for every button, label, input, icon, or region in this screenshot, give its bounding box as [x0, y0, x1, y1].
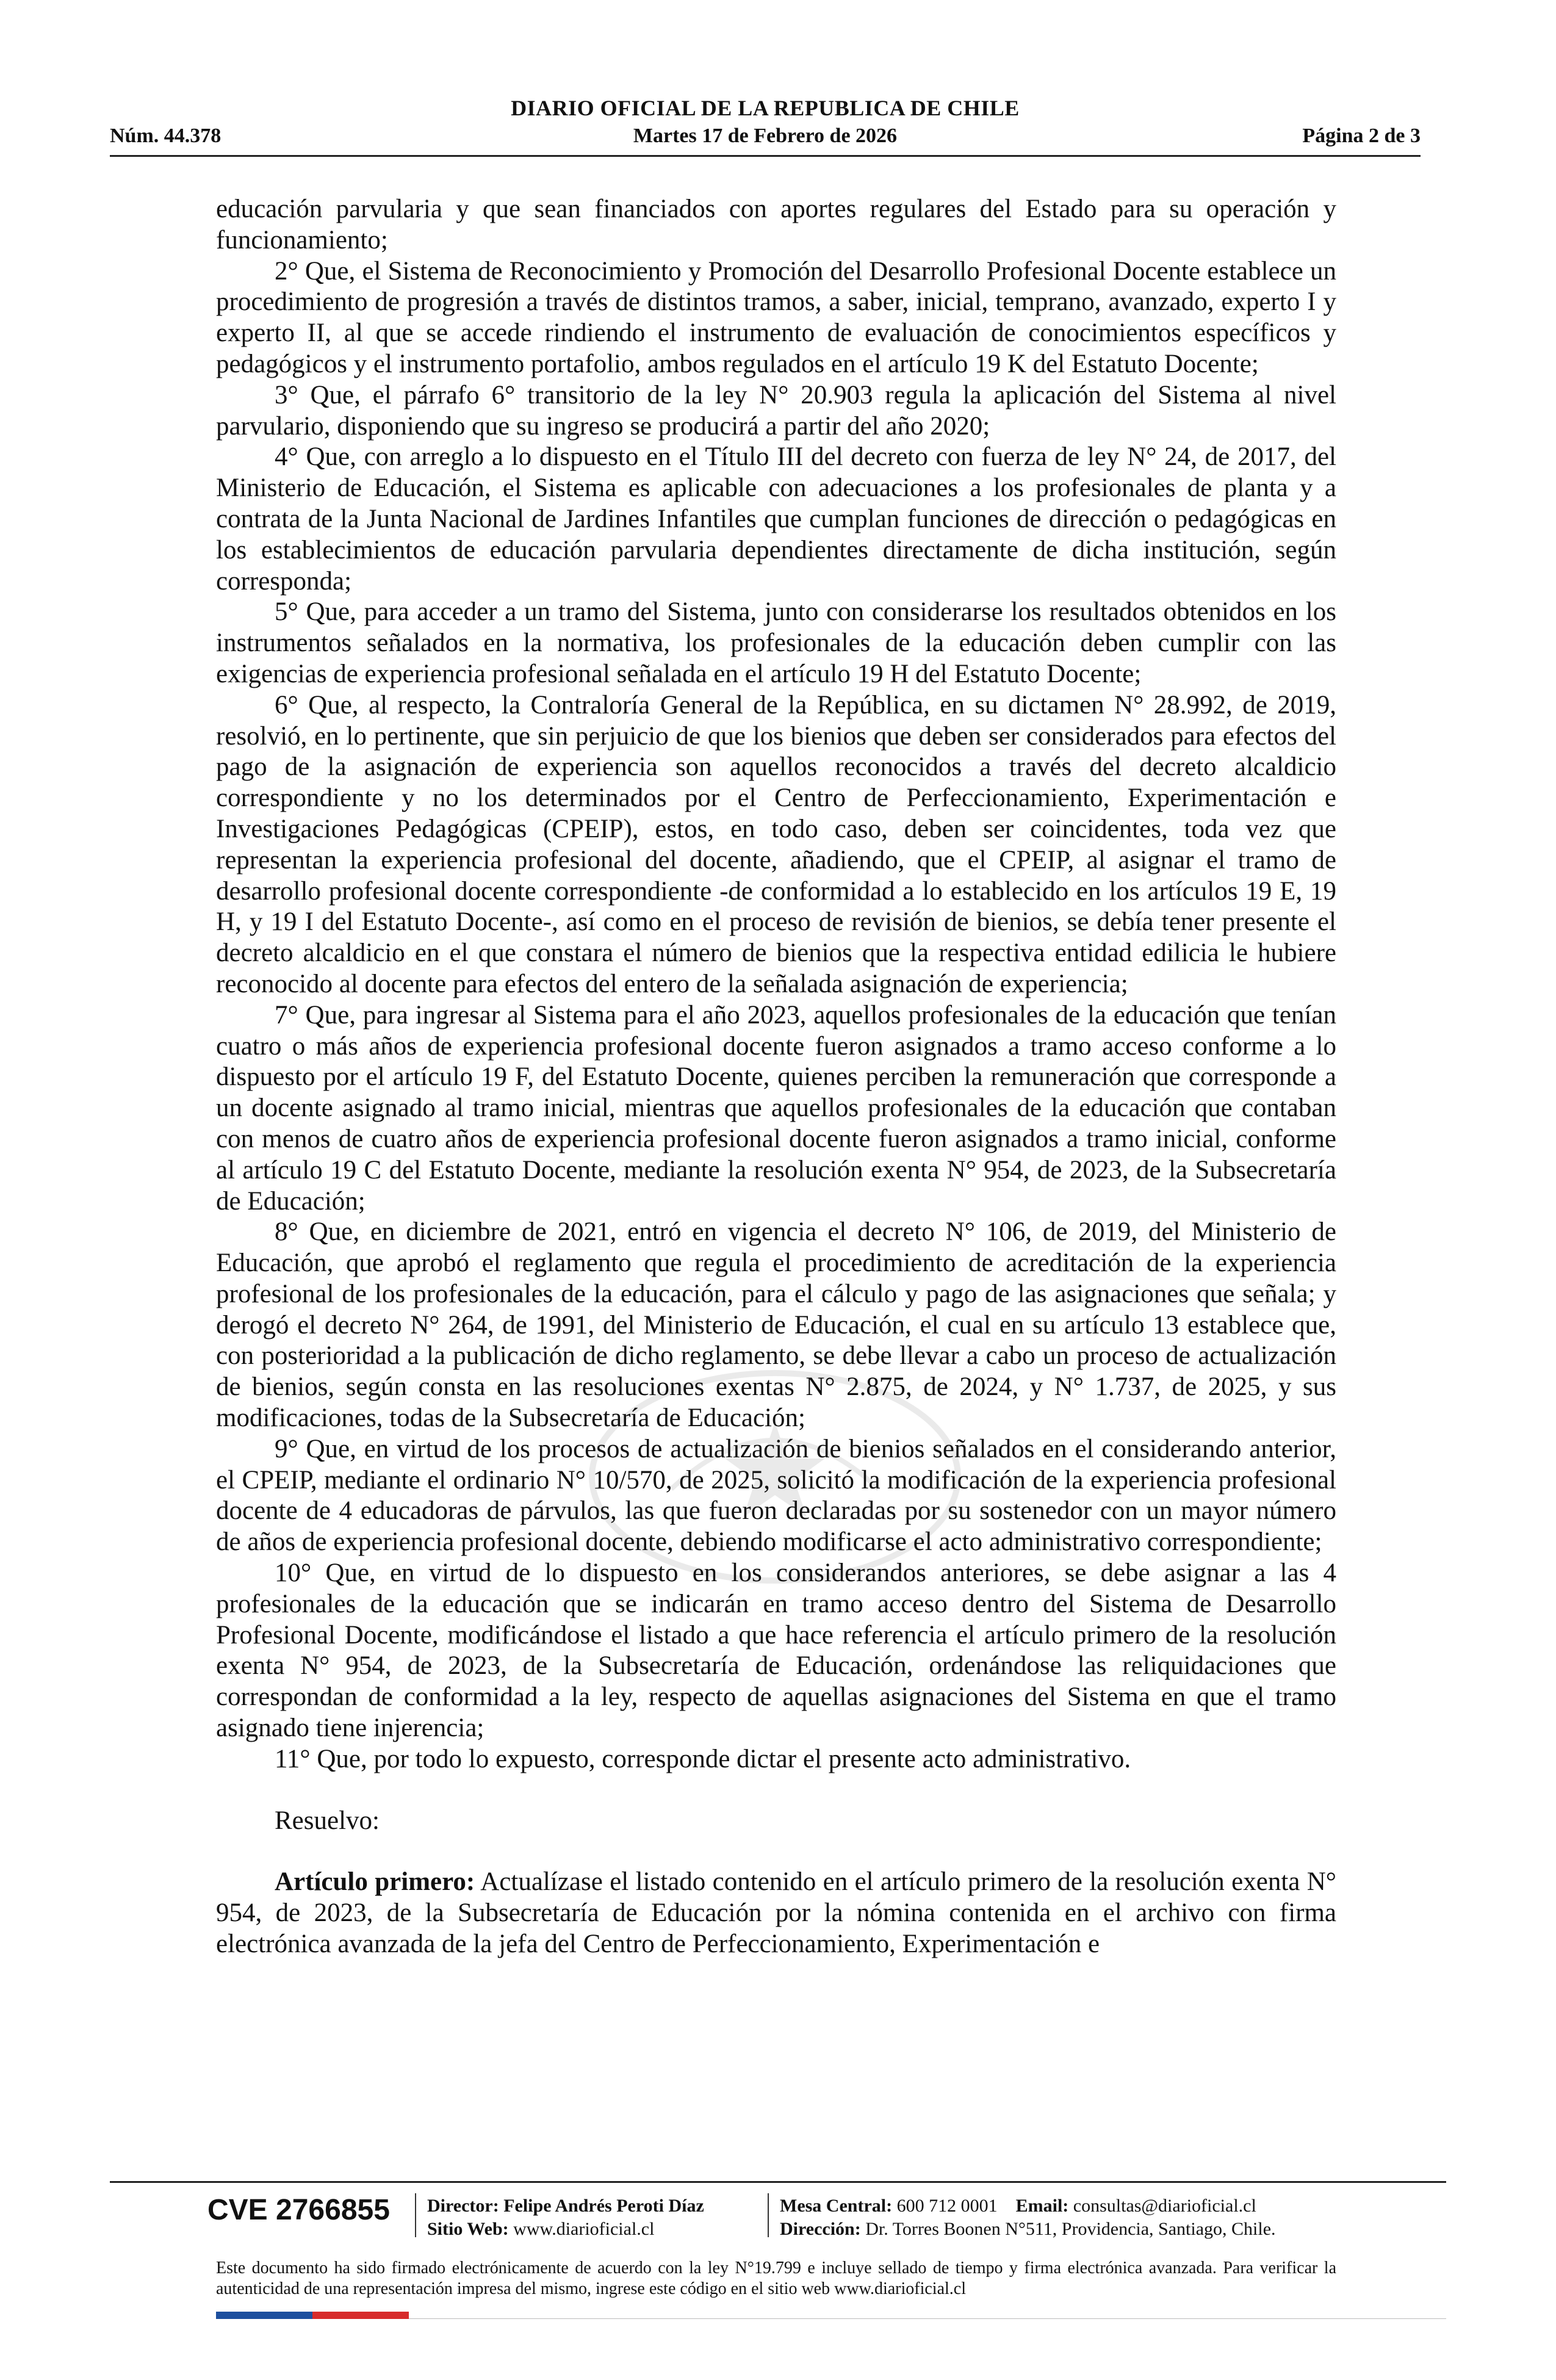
flag-stripe: [216, 2312, 409, 2319]
considerando-9: 9° Que, en virtud de los procesos de actualización de bienios señalados en el considerando anterior, el CPEIP, mediante el ordinario N° 10/570, de 2025, solicitó la modificación de la experiencia profesional docente de 4 educadoras de párvulos, las que fueron declaradas por su sostenedor con un mayor número de años de experiencia profesional docente, debiendo modificarse el acto administrativo correspondiente;: [216, 1434, 1336, 1557]
email-label: Email:: [1015, 2196, 1069, 2216]
page-indicator: Página 2 de 3: [1302, 124, 1421, 147]
mesa-phone: 600 712 0001: [896, 2196, 998, 2216]
considerando-2: 2° Que, el Sistema de Reconocimiento y Promoción del Desarrollo Profesional Docente establece un procedimiento de progresión a través de distintos tramos, a saber, inicial, temprano, avanzado, experto I y experto II, al que se accede rindiendo el instrumento de evaluación de conocimientos específicos y pedagógicos y el instrumento portafolio, ambos regulados en el artículo 19 K del Estatuto Docente;: [216, 256, 1336, 378]
considerando-5: 5° Que, para acceder a un tramo del Sistema, junto con considerarse los resultados obtenidos en los instrumentos señalados en la normativa, los profesionales de la educación deben cumplir con las exigencias de experiencia profesional señalada en el artículo 19 H del Estatuto Docente;: [216, 597, 1336, 688]
considerando-10: 10° Que, en virtud de lo dispuesto en los considerandos anteriores, se debe asignar a las 4 profesionales de la educación que se indicarán en tramo acceso dentro del Sistema de Desarrollo Profesional Docente, modificándose el listado a que hace referencia el artículo primero de la resolución exenta N° 954, de 2023, de la Subsecretaría de Educación, ordenándose las reliquidaciones que correspondan de conformidad a la ley, respecto de aquellas asignaciones del Sistema en que el tramo asignado tiene injerencia;: [216, 1559, 1336, 1743]
director-label: Director:: [427, 2196, 499, 2216]
document-body: [216, 194, 1336, 1960]
email-link[interactable]: consultas@diarioficial.cl: [1073, 2196, 1256, 2216]
articulo-primero-label: Artículo primero:: [275, 1867, 475, 1897]
page-header: [110, 93, 1421, 154]
considerando-6: 6° Que, al respecto, la Contraloría General de la República, en su dictamen N° 28.992, de 2019, resolvió, en lo pertinente, que sin perjuicio de que los bienios que deben ser considerados para efectos del pago de la asignación de experiencia son aquellos reconocidos a través del decreto alcaldicio correspondiente y no los determinados por el Centro de Perfeccionamiento, Experimentación e Investigaciones Pedagógicas (CPEIP), estos, en todo caso, deben ser coincidentes, toda vez que representan la experiencia profesional del docente, añadiendo, que el CPEIP, al asignar el tramo de desarrollo profesional docente correspondiente -de conformidad a lo establecido en los artículos 19 E, 19 H, y 19 I del Estatuto Docente-, así como en el proceso de revisión de bienios, se debía tener presente el decreto alcaldicio en el que constara el número de bienios que la respectiva entidad edilicia le hubiere reconocido al docente para efectos del entero de la señalada asignación de experiencia;: [216, 690, 1336, 998]
issue-date: Martes 17 de Febrero de 2026: [633, 124, 898, 147]
footer-divider: [110, 2181, 1446, 2183]
footer-contact-block: [780, 2194, 1276, 2241]
address-text: Dr. Torres Boonen N°511, Providencia, Santiago, Chile.: [865, 2219, 1276, 2239]
flag-line: [409, 2318, 1446, 2319]
considerando-3: 3° Que, el párrafo 6° transitorio de la ley N° 20.903 regula la aplicación del Sistema al nivel parvulario, disponiendo que su ingreso se producirá a partir del año 2020;: [216, 380, 1336, 441]
flag-blue: [216, 2312, 312, 2319]
paragraph-continuation: educación parvularia y que sean financiados con aportes regulares del Estado para su operación y funcionamiento;: [216, 195, 1336, 254]
considerando-11: 11° Que, por todo lo expuesto, corresponde dictar el presente acto administrativo.: [275, 1744, 1131, 1773]
considerando-4: 4° Que, con arreglo a lo dispuesto en el Título III del decreto con fuerza de ley N° 24, de 2017, del Ministerio de Educación, el Sistema es aplicable con adecuaciones a los profesionales de planta y a contrata de la Junta Nacional de Jardines Infantiles que cumplan funciones de dirección o pedagógicas en los establecimientos de educación parvularia dependientes directamente de dicha institución, según corresponda;: [216, 442, 1336, 596]
signature-notice: Este documento ha sido firmado electrónicamente de acuerdo con la ley N°19.799 e incluye sellado de tiempo y firma electrónica avanzada. Para verificar la autenticidad de una representación impresa del mismo, ingrese este código en el sitio web www.diarioficial.cl: [216, 2259, 1336, 2298]
footer-separator: [768, 2193, 769, 2237]
address-label: Dirección:: [780, 2219, 861, 2239]
footer-separator: [415, 2193, 416, 2237]
mesa-label: Mesa Central:: [780, 2196, 893, 2216]
considerando-7: 7° Que, para ingresar al Sistema para el año 2023, aquellos profesionales de la educación que tenían cuatro o más años de experiencia profesional docente fueron asignados a tramo acceso conforme a lo dispuesto por el artículo 19 F, del Estatuto Docente, quienes perciben la remuneración que corresponde a un docente asignado al tramo inicial, mientras que aquellos profesionales de la educación que contaban con menos de cuatro años de experiencia profesional docente fueron asignados a tramo inicial, conforme al artículo 19 C del Estatuto Docente, mediante la resolución exenta N° 954, de 2023, de la Subsecretaría de Educación;: [216, 1000, 1336, 1216]
header-divider: [110, 155, 1421, 157]
publication-title: DIARIO OFICIAL DE LA REPUBLICA DE CHILE: [511, 96, 1020, 120]
articulo-primero: [216, 1867, 1336, 1960]
site-link[interactable]: www.diarioficial.cl: [513, 2219, 655, 2239]
site-label: Sitio Web:: [427, 2219, 509, 2239]
director-name: Felipe Andrés Peroti Díaz: [503, 2196, 704, 2216]
footer-director-block: [427, 2194, 704, 2241]
issue-number: Núm. 44.378: [110, 124, 222, 147]
cve-code: CVE 2766855: [207, 2194, 390, 2226]
considerando-8: 8° Que, en diciembre de 2021, entró en vigencia el decreto N° 106, de 2019, del Ministerio de Educación, que aprobó el reglamento que regula el procedimiento de acreditación de la experiencia profesional de los profesionales de la educación, para el cálculo y pago de las asignaciones que señala; y derogó el decreto N° 264, de 1991, del Ministerio de Educación, el cual en su artículo 13 establece que, con posterioridad a la publicación de dicho reglamento, se debe llevar a cabo un proceso de actualización de bienios, según consta en las resoluciones exentas N° 2.875, de 2024, y N° 1.737, de 2025, y sus modificaciones, todas de la Subsecretaría de Educación;: [216, 1217, 1336, 1433]
resuelvo-heading: Resuelvo:: [275, 1806, 380, 1835]
flag-red: [312, 2312, 409, 2319]
articulo-primero-text: Actualízase el listado contenido en el artículo primero de la resolución exenta N° 954, de 2023, de la Subsecretaría de Educación por la nómina contenida en el archivo con firma electrónica avanzada de la jefa del Centro de Perfeccionamiento, Experimentación e: [216, 1867, 1336, 1959]
